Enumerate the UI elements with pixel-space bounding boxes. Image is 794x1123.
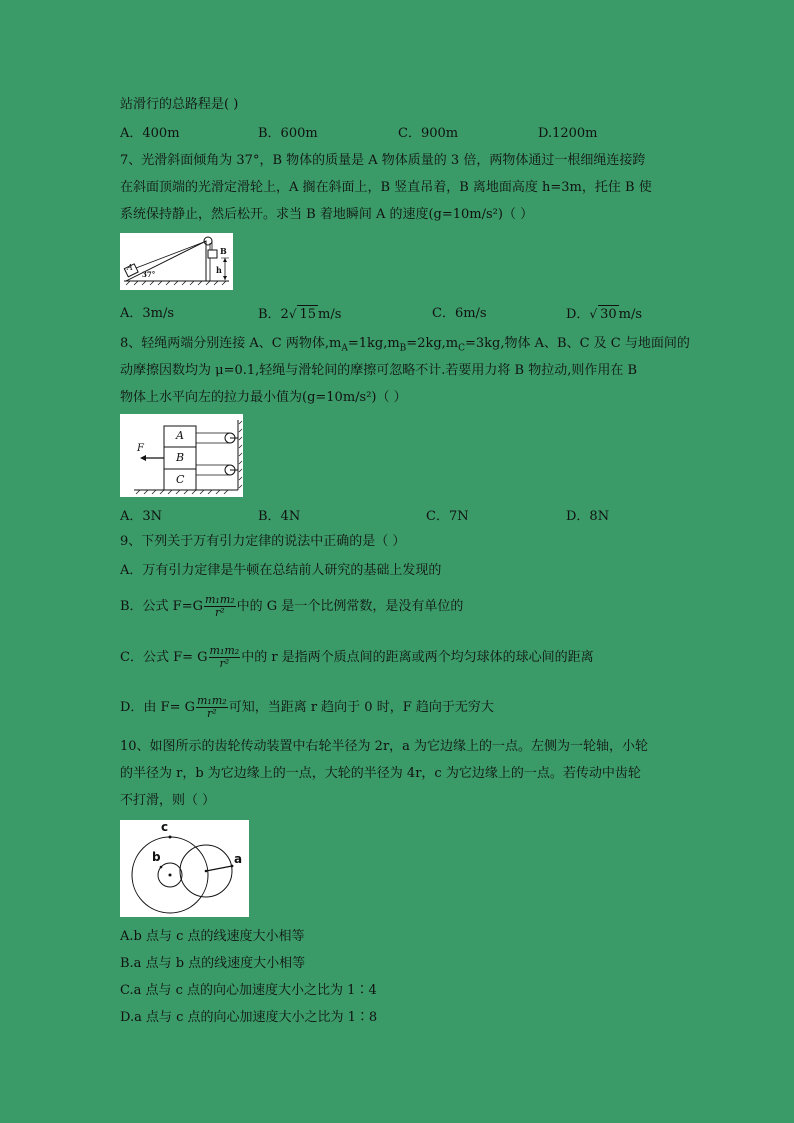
label-c: c <box>161 820 169 834</box>
q8-option-c: C．7N <box>426 509 469 524</box>
q7-option-b: B．2√ 15 m/s <box>258 307 342 322</box>
label-b: B <box>176 451 185 464</box>
q7-option-d: D．√ 30 m/s <box>566 307 643 322</box>
option-d: D.1200m <box>538 126 598 141</box>
q7-option-c: C．6m/s <box>432 306 487 321</box>
label-b: b <box>152 850 161 864</box>
q10-line-2: 的半径为 r，b 为它边缘上的一点，大轮的半径为 4r，c 为它边缘上的一点。若传动中齿轮 <box>120 766 641 781</box>
q10-option-d: D.a 点与 c 点的向心加速度大小之比为 1∶8 <box>120 1010 378 1025</box>
question-text: 站滑行的总路程是( ) <box>120 97 239 112</box>
label-a: A <box>127 263 133 272</box>
q10-option-a: A.b 点与 c 点的线速度大小相等 <box>120 929 305 944</box>
formula-fraction: $\frac{\text{m₁m₂}}{\text{r²}}$ <box>209 644 240 670</box>
q8-line-3: 物体上水平向左的拉力最小值为(g=10m/s²)（ ） <box>120 390 407 405</box>
q9-stem: 9、下列关于万有引力定律的说法中正确的是（ ） <box>120 534 406 549</box>
q7-option-a: A．3m/s <box>120 306 175 321</box>
pulley-blocks-figure <box>120 414 243 497</box>
q9-option-c: C．公式 F= G $\frac{\text{m₁m₂}}{\text{r²}}$ 中的 r 是指两个质点间的距离或两个均匀球体的球心间的距离 <box>120 644 594 670</box>
label-c: C <box>176 473 185 486</box>
label-b: B <box>220 246 227 256</box>
incline-figure <box>120 233 233 290</box>
q8-option-b: B．4N <box>258 509 301 524</box>
gear-figure <box>120 820 249 917</box>
q8-option-d: D．8N <box>566 509 610 524</box>
label-h: h <box>216 265 222 275</box>
label-a: A <box>176 429 184 442</box>
q7-line-2: 在斜面顶端的光滑定滑轮上，A 搁在斜面上，B 竖直吊着，B 离地面高度 h=3m，托住 B 使 <box>120 180 652 195</box>
option-b: B．600m <box>258 126 318 141</box>
q9-option-a: A．万有引力定律是牛顿在总结前人研究的基础上发现的 <box>120 563 442 578</box>
q7-line-3: 系统保持静止，然后松开。求当 B 着地瞬间 A 的速度(g=10m/s²)（ ） <box>120 207 534 222</box>
q8-option-a: A．3N <box>120 509 163 524</box>
label-angle: 37° <box>142 270 156 279</box>
formula-fraction: $\frac{\text{m₁m₂}}{\text{r²}}$ <box>197 694 227 720</box>
option-a: A．400m <box>120 126 180 141</box>
q9-option-d: D．由 F= G $\frac{\text{m₁m₂}}{\text{r²}}$ 可知，当距离 r 趋向于 0 时，F 趋向于无穷大 <box>120 694 494 720</box>
q8-line-2: 动摩擦因数均为 μ=0.1,轻绳与滑轮间的摩擦可忽略不计.若要用力将 B 物拉动,则作用在 B <box>120 363 638 378</box>
q10-option-b: B.a 点与 b 点的线速度大小相等 <box>120 956 306 971</box>
q9-option-b: B．公式 F=G $\frac{\text{m₁m₂}}{\text{r²}}$ 中的 G 是一个比例常数，是没有单位的 <box>120 593 464 619</box>
label-f: F <box>137 443 144 454</box>
q10-line-3: 不打滑，则（ ） <box>120 793 216 808</box>
q10-line-1: 10、如图所示的齿轮传动装置中右轮半径为 2r，a 为它边缘上的一点。左侧为一轮轴，小轮 <box>120 739 649 754</box>
q10-option-c: C.a 点与 c 点的向心加速度大小之比为 1∶4 <box>120 983 377 998</box>
formula-fraction: $\frac{\text{m₁m₂}}{\text{r²}}$ <box>204 593 235 619</box>
label-a: a <box>234 852 243 866</box>
q7-line-1: 7、光滑斜面倾角为 37°，B 物体的质量是 A 物体质量的 3 倍，两物体通过一根细绳连接跨 <box>120 153 646 168</box>
option-c: C．900m <box>398 126 459 141</box>
q8-line-1: 8、轻绳两端分别连接 A、C 两物体$,m_A=1kg,m_B=2kg,m_C=3kg$,物体 A、B、C 及 C 与地面间的 <box>120 336 690 354</box>
